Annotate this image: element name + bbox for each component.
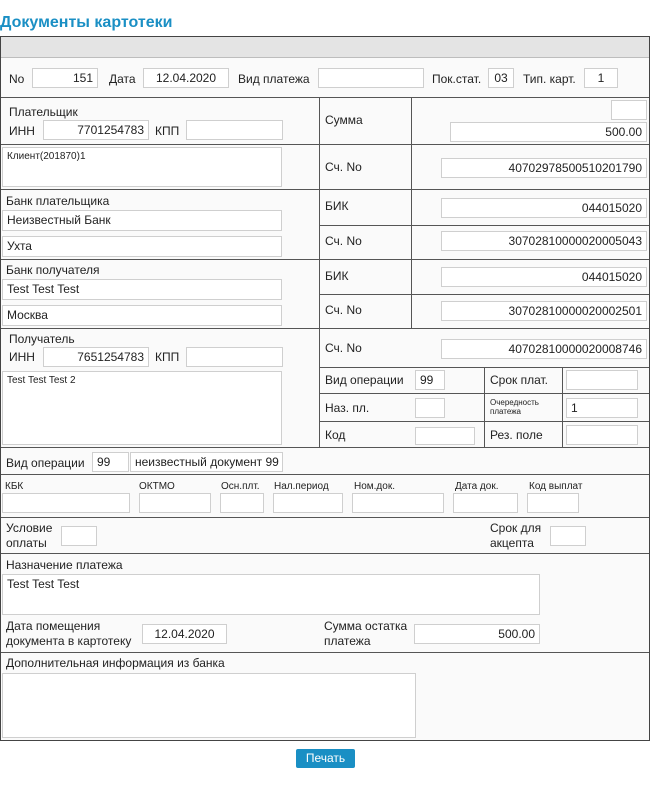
print-button[interactable]: Печать — [296, 749, 355, 768]
period-field[interactable] — [273, 493, 343, 513]
card-type-field[interactable]: 1 — [584, 68, 618, 88]
status-label: Пок.стат. — [432, 72, 482, 86]
payer-bank-city-field[interactable]: Ухта — [2, 236, 282, 257]
doc-op-type-field[interactable]: 99 — [92, 452, 129, 472]
code-label: Код — [325, 428, 346, 442]
op-type-field[interactable]: 99 — [415, 370, 445, 390]
payee-name-field[interactable]: Test Test Test 2 — [2, 371, 282, 445]
doc-type-name-field[interactable]: неизвестный документ 99 — [130, 452, 283, 472]
rest-amount-label-line2: платежа — [324, 634, 371, 648]
payer-bank-name-field[interactable]: Неизвестный Банк — [2, 210, 282, 231]
doc-number-field[interactable]: 151 — [32, 68, 98, 88]
payer-inn-label: ИНН — [9, 124, 35, 138]
docdate-field[interactable] — [453, 493, 518, 513]
op-type-label: Вид операции — [325, 373, 404, 387]
payment-type-field[interactable] — [318, 68, 424, 88]
payee-bank-account-label: Сч. No — [325, 303, 362, 317]
date-label: Дата — [109, 72, 136, 86]
payer-account-label: Сч. No — [325, 160, 362, 174]
reserve-label: Рез. поле — [490, 428, 543, 442]
payee-kpp-label: КПП — [155, 350, 180, 364]
kbk-label: КБК — [5, 481, 24, 492]
accept-field[interactable] — [550, 526, 586, 546]
date-field[interactable]: 12.04.2020 — [143, 68, 229, 88]
code-field[interactable] — [415, 427, 475, 445]
payer-bank-bik-label: БИК — [325, 199, 349, 213]
payee-account-label: Сч. No — [325, 341, 362, 355]
payee-inn-label: ИНН — [9, 350, 35, 364]
reserve-field[interactable] — [566, 425, 638, 445]
payer-bank-account-field[interactable]: 30702810000020005043 — [441, 231, 647, 251]
due-label: Срок плат. — [490, 373, 549, 387]
placement-date-label: Дата помещения — [6, 619, 101, 633]
docdate-label: Дата док. — [455, 481, 499, 492]
payer-kpp-label: КПП — [155, 124, 180, 138]
payer-label: Плательщик — [9, 105, 78, 119]
condition-label: Условие — [6, 521, 53, 535]
basis-label: Осн.плт. — [221, 481, 260, 492]
payee-inn-field[interactable]: 7651254783 — [43, 347, 149, 367]
payee-label: Получатель — [9, 332, 75, 346]
payee-account-field[interactable]: 40702810000020008746 — [441, 339, 647, 359]
bank-info-label: Дополнительная информация из банка — [6, 656, 225, 670]
accept-label: Срок для — [490, 521, 542, 535]
payee-bank-name-field[interactable]: Test Test Test — [2, 279, 282, 300]
payee-bank-label: Банк получателя — [6, 263, 100, 277]
condition-label-line2: оплаты — [6, 536, 47, 550]
card-type-label: Тип. карт. — [523, 72, 576, 86]
kbk-field[interactable] — [2, 493, 130, 513]
payment-type-label: Вид платежа — [238, 72, 310, 86]
payer-name-field[interactable]: Клиент(201870)1 — [2, 147, 282, 187]
rest-amount-label: Сумма остатка — [324, 619, 408, 633]
doc-op-type-label: Вид операции — [6, 456, 85, 470]
amount-field[interactable]: 500.00 — [450, 122, 647, 142]
oktmo-label: ОКТМО — [139, 481, 175, 492]
payee-bank-bik-label: БИК — [325, 269, 349, 283]
rest-amount-field[interactable]: 500.00 — [414, 624, 540, 644]
priority-field[interactable]: 1 — [566, 398, 638, 418]
payer-bank-label: Банк плательщика — [6, 194, 110, 208]
page-title: Документы картотеки — [0, 14, 173, 31]
amount-label: Сумма — [325, 113, 363, 127]
priority-label: Очередность платежа — [490, 398, 539, 416]
paycode-label: Код выплат — [529, 481, 583, 492]
payer-kpp-field[interactable] — [186, 120, 283, 140]
oktmo-field[interactable] — [139, 493, 211, 513]
doc-number-label: No — [9, 72, 25, 86]
period-label: Нал.период — [274, 481, 329, 492]
docnum-label: Ном.док. — [354, 481, 395, 492]
accept-label-line2: акцепта — [490, 536, 534, 550]
amount-top-field[interactable] — [611, 100, 647, 120]
purpose-field[interactable]: Test Test Test — [2, 574, 540, 615]
purpose-code-field[interactable] — [415, 398, 445, 418]
bank-info-field[interactable] — [2, 673, 416, 738]
payee-bank-city-field[interactable]: Москва — [2, 305, 282, 326]
payer-bank-account-label: Сч. No — [325, 234, 362, 248]
payer-account-field[interactable]: 40702978500510201790 — [441, 158, 647, 178]
docnum-field[interactable] — [352, 493, 444, 513]
paycode-field[interactable] — [527, 493, 579, 513]
payer-inn-field[interactable]: 7701254783 — [43, 120, 149, 140]
form-header-bar — [1, 37, 649, 58]
due-field[interactable] — [566, 370, 638, 390]
payee-bank-bik-field[interactable]: 044015020 — [441, 267, 647, 287]
basis-field[interactable] — [220, 493, 264, 513]
payer-bank-bik-field[interactable]: 044015020 — [441, 198, 647, 218]
purpose-label: Назначение платежа — [6, 558, 123, 572]
status-field[interactable]: 03 — [488, 68, 514, 88]
condition-field[interactable] — [61, 526, 97, 546]
payee-kpp-field[interactable] — [186, 347, 283, 367]
purpose-code-label: Наз. пл. — [325, 401, 370, 415]
payee-bank-account-field[interactable]: 30702810000020002501 — [441, 301, 647, 321]
placement-date-field[interactable]: 12.04.2020 — [142, 624, 227, 644]
placement-date-label-line2: документа в картотеку — [6, 634, 132, 648]
